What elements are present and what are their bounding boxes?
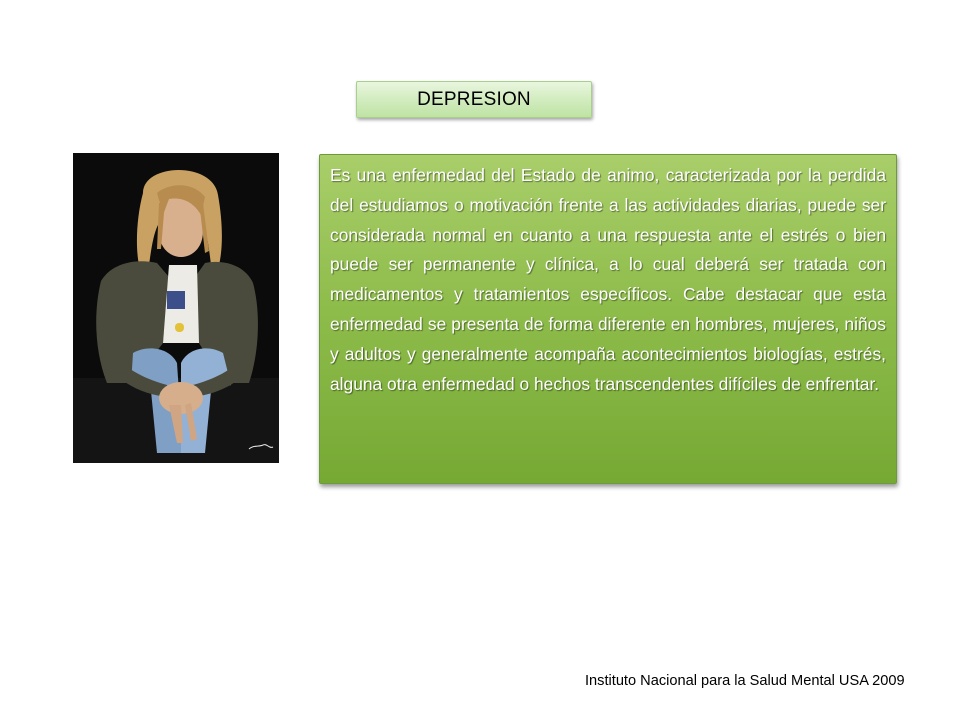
source-credit: Instituto Nacional para la Salud Mental USA 2009 — [585, 673, 905, 689]
portrait-illustration — [73, 153, 279, 463]
definition-text: Es una enfermedad del Estado de animo, caracterizada por la perdida del estudiamos o motivación frente a las actividades diarias, puede ser considerada normal en cuanto a una respuesta ante el estrés o bien puede ser permanente y clínica, a lo cual deberá ser tratada con medicamentos y tratamientos específicos. Cabe destacar que esta enfermedad se presenta de forma diferente en hombres, mujeres, niños y adultos y generalmente acompaña acontecimientos biologías, estrés, alguna otra enfermedad o hechos transcendentes difíciles de enfrentar. — [330, 165, 886, 394]
slide-title: DEPRESION — [417, 88, 531, 110]
definition-box — [319, 154, 897, 484]
title-box — [356, 81, 592, 118]
portrait-photo — [73, 153, 279, 463]
